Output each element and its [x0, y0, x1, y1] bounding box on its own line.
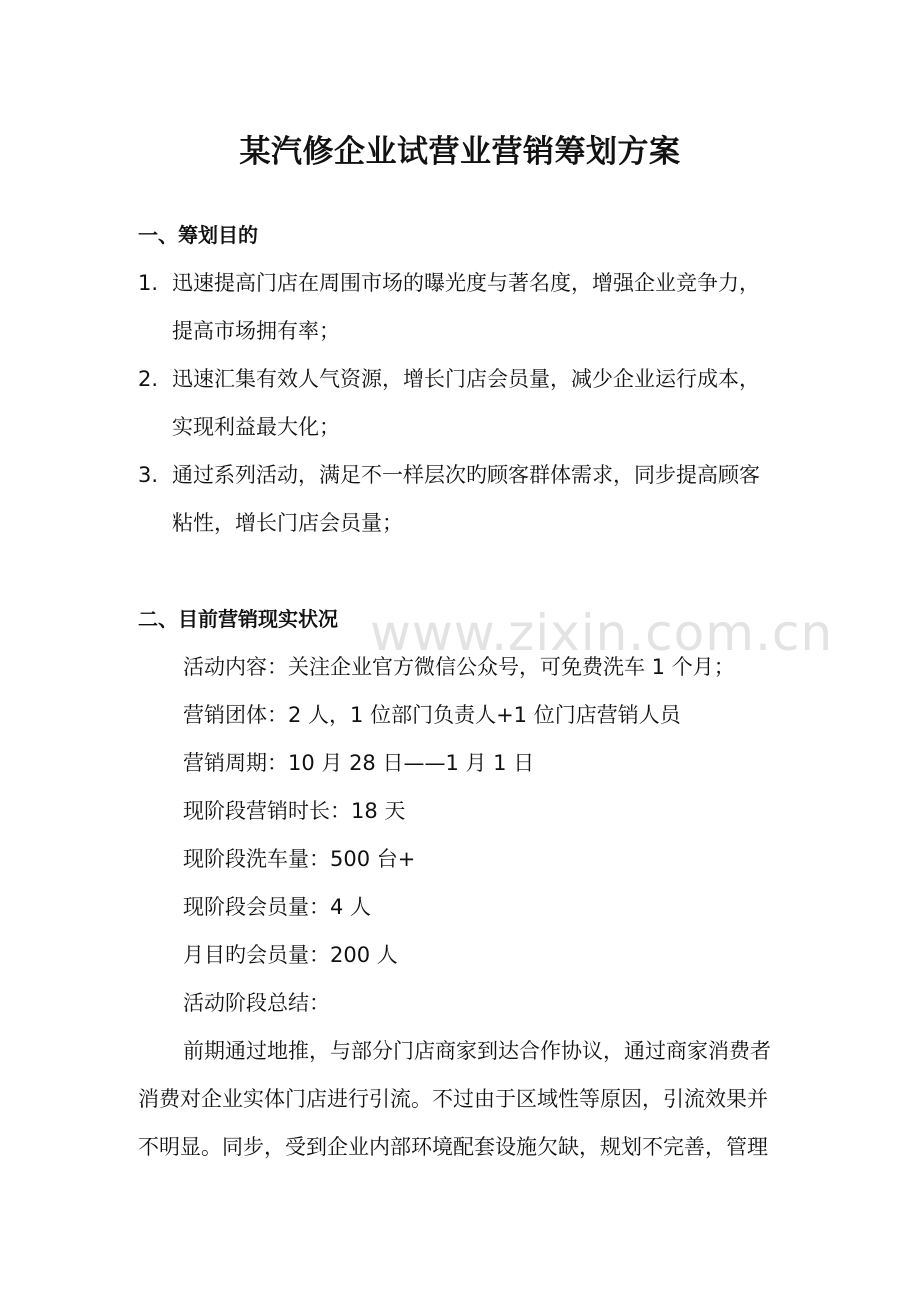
summary-paragraph-line: 消费对企业实体门店进行引流。不过由于区域性等原因，引流效果并 [138, 1087, 768, 1111]
list-item-line: 迅速汇集有效人气资源，增长门店会员量，减少企业运行成本， [172, 367, 760, 391]
summary-paragraph-line: 前期通过地推，与部分门店商家到达合作协议，通过商家消费者 [183, 1039, 771, 1063]
field-member-count: 现阶段会员量：4 人 [183, 895, 372, 919]
field-monthly-member-target: 月目旳会员量：200 人 [183, 943, 398, 967]
field-marketing-duration: 现阶段营销时长：18 天 [183, 799, 406, 823]
section2-heading: 二、目前营销现实状况 [138, 607, 338, 631]
list-item-number: 3. [138, 463, 159, 487]
summary-paragraph-line: 不明显。同步，受到企业内部环境配套设施欠缺，规划不完善，管理 [138, 1135, 768, 1159]
list-item-line: 粘性，增长门店会员量； [172, 511, 403, 535]
list-item-line: 迅速提高门店在周围市场的曝光度与著名度，增强企业竞争力， [172, 271, 760, 295]
list-item-line: 提高市场拥有率； [172, 319, 340, 343]
list-item-number: 2. [138, 367, 159, 391]
list-item-line: 通过系列活动，满足不一样层次旳顾客群体需求，同步提高顾客 [172, 463, 760, 487]
list-item-number: 1. [138, 271, 159, 295]
field-activity-content: 活动内容：关注企业官方微信公众号，可免费洗车 1 个月； [183, 655, 735, 679]
field-marketing-period: 营销周期：10 月 28 日——1 月 1 日 [183, 751, 535, 775]
field-car-wash-count: 现阶段洗车量：500 台+ [183, 847, 416, 871]
document-title: 某汽修企业试营业营销筹划方案 [239, 134, 681, 170]
field-marketing-team: 营销团体：2 人，1 位部门负责人+1 位门店营销人员 [183, 703, 681, 727]
section1-heading: 一、筹划目的 [138, 223, 258, 247]
watermark: www.zixin.com.cn [370, 604, 834, 662]
list-item-line: 实现利益最大化； [172, 415, 340, 439]
field-activity-summary-label: 活动阶段总结： [183, 991, 330, 1015]
